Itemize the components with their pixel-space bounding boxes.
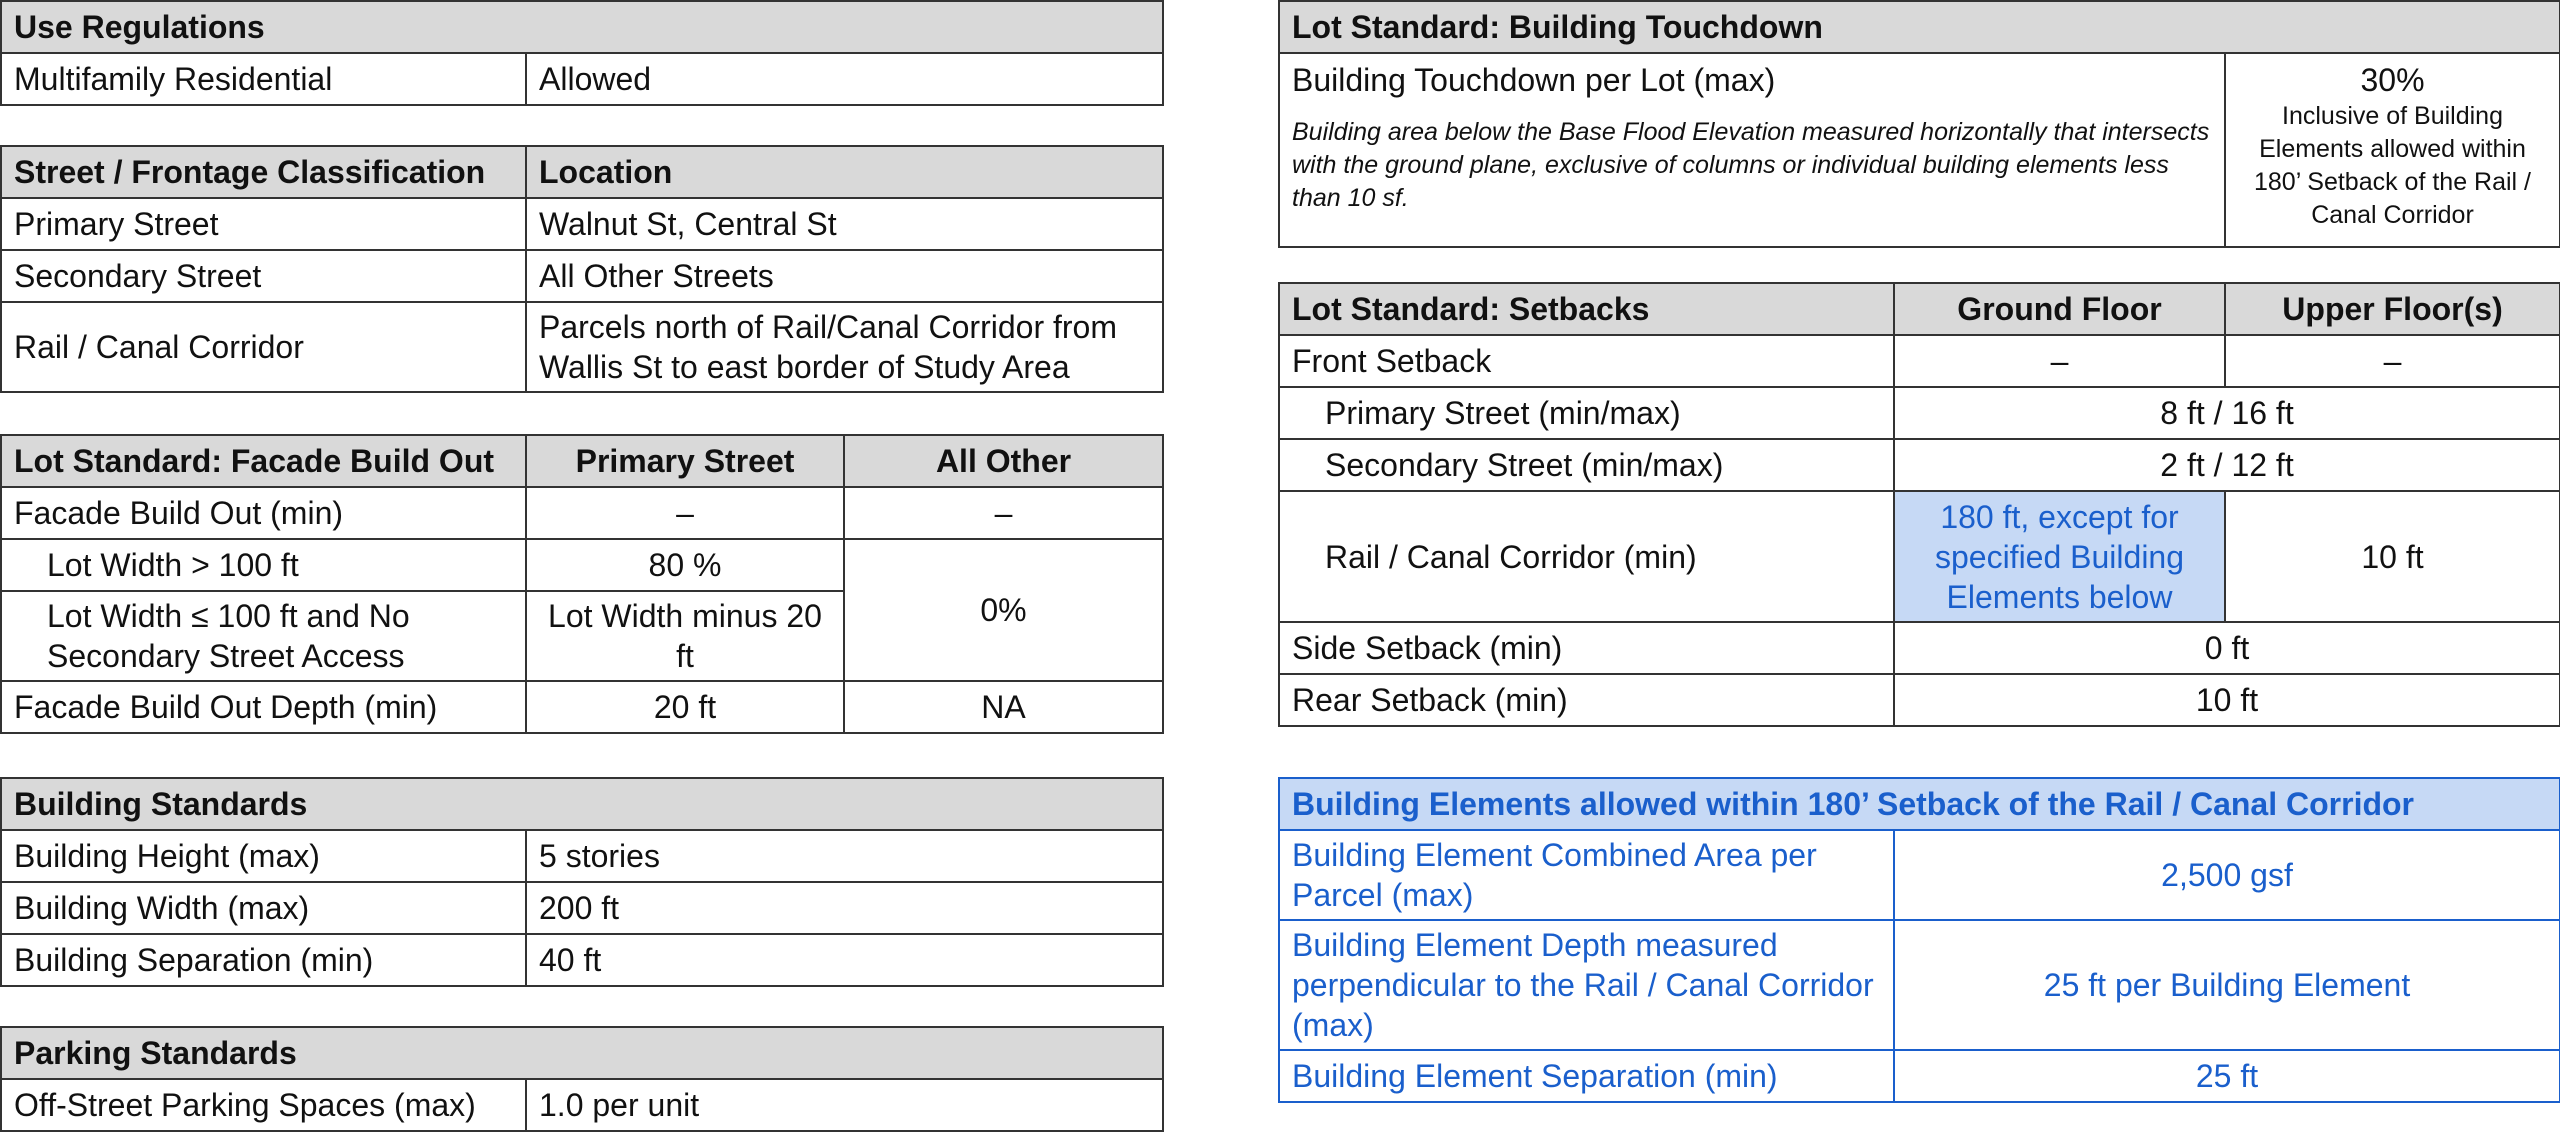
row-label: Secondary Street	[1, 250, 526, 302]
ground-value: –	[1894, 335, 2225, 387]
table-row	[1, 302, 1163, 392]
row-value: Parcels north of Rail/Canal Corridor from Wallis St to east border of Study Area	[526, 302, 1163, 392]
table-row	[1279, 920, 2560, 1050]
building-touchdown-table	[1278, 0, 2560, 248]
primary-value: Lot Width minus 20 ft	[526, 591, 844, 681]
facade-header: Lot Standard: Facade Build Out	[1, 435, 526, 487]
primary-value: –	[526, 487, 844, 539]
row-label: Primary Street (min/max)	[1279, 387, 1894, 439]
row-value: 200 ft	[526, 882, 1163, 934]
row-value: 2 ft / 12 ft	[1894, 439, 2560, 491]
other-value: –	[844, 487, 1163, 539]
table-row	[1279, 674, 2560, 726]
row-label: Building Element Depth measured perpendicular to the Rail / Canal Corridor (max)	[1279, 920, 1894, 1050]
upper-value: –	[2225, 335, 2560, 387]
table-row	[1279, 1050, 2560, 1102]
street-class-header: Street / Frontage Classification	[1, 146, 526, 198]
row-value: 5 stories	[526, 830, 1163, 882]
table-row	[1, 882, 1163, 934]
row-label: Lot Width > 100 ft	[1, 539, 526, 591]
upper-floor-header: Upper Floor(s)	[2225, 283, 2560, 335]
table-row	[1279, 439, 2560, 491]
table-row	[1, 198, 1163, 250]
row-label: Rear Setback (min)	[1279, 674, 1894, 726]
row-label: Building Width (max)	[1, 882, 526, 934]
touchdown-title: Lot Standard: Building Touchdown	[1279, 1, 2560, 53]
use-regulations-table	[0, 0, 1164, 106]
ground-floor-header: Ground Floor	[1894, 283, 2225, 335]
building-standards-table	[0, 777, 1164, 987]
touchdown-note: Building area below the Base Flood Elevation measured horizontally that intersects with the ground plane, exclusive of columns or individual building elements less than 10 sf.	[1292, 118, 2210, 212]
table-row	[1279, 830, 2560, 920]
row-value: 40 ft	[526, 934, 1163, 986]
table-row	[1, 539, 1163, 591]
row-label: Side Setback (min)	[1279, 622, 1894, 674]
rail-ground-value: 180 ft, except for specified Building Elements below	[1894, 491, 2225, 622]
touchdown-value-cell	[2225, 53, 2560, 247]
table-row	[1, 250, 1163, 302]
table-row	[1, 830, 1163, 882]
setbacks-table	[1278, 282, 2560, 727]
row-label: Building Element Separation (min)	[1279, 1050, 1894, 1102]
table-row	[1, 681, 1163, 733]
row-value: 25 ft per Building Element	[1894, 920, 2560, 1050]
building-standards-title: Building Standards	[1, 778, 1163, 830]
row-label: Building Height (max)	[1, 830, 526, 882]
street-classification-table	[0, 145, 1164, 393]
row-value: 1.0 per unit	[526, 1079, 1163, 1131]
row-value: 2,500 gsf	[1894, 830, 2560, 920]
table-row	[1, 934, 1163, 986]
merged-other-value: 0%	[844, 539, 1163, 681]
row-label: Off-Street Parking Spaces (max)	[1, 1079, 526, 1131]
row-label: Secondary Street (min/max)	[1279, 439, 1894, 491]
table-row	[1279, 53, 2560, 247]
row-label: Front Setback	[1279, 335, 1894, 387]
parking-standards-table	[0, 1026, 1164, 1132]
row-label: Rail / Canal Corridor (min)	[1279, 491, 1894, 622]
primary-value: 80 %	[526, 539, 844, 591]
row-value: 10 ft	[1894, 674, 2560, 726]
table-row	[1279, 622, 2560, 674]
row-label: Facade Build Out (min)	[1, 487, 526, 539]
row-label: Rail / Canal Corridor	[1, 302, 526, 392]
row-label: Lot Width ≤ 100 ft and No Secondary Street Access	[1, 591, 526, 681]
building-elements-table	[1278, 777, 2560, 1103]
touchdown-value: 30%	[2360, 62, 2425, 98]
location-header: Location	[526, 146, 1163, 198]
primary-street-header: Primary Street	[526, 435, 844, 487]
rail-upper-value: 10 ft	[2225, 491, 2560, 622]
table-row	[1279, 335, 2560, 387]
row-label: Facade Build Out Depth (min)	[1, 681, 526, 733]
building-elements-title: Building Elements allowed within 180’ Setback of the Rail / Canal Corridor	[1279, 778, 2560, 830]
row-value: Walnut St, Central St	[526, 198, 1163, 250]
other-value: NA	[844, 681, 1163, 733]
touchdown-label-cell	[1279, 53, 2225, 247]
table-row	[1, 1079, 1163, 1131]
table-row	[1279, 491, 2560, 622]
setbacks-header: Lot Standard: Setbacks	[1279, 283, 1894, 335]
touchdown-value-note: Inclusive of Building Elements allowed within 180’ Setback of the Rail / Canal Corridor	[2253, 102, 2531, 229]
row-label: Multifamily Residential	[1, 53, 526, 105]
row-label: Building Element Combined Area per Parcel (max)	[1279, 830, 1894, 920]
row-label: Primary Street	[1, 198, 526, 250]
touchdown-label: Building Touchdown per Lot (max)	[1292, 62, 1776, 98]
row-value: Allowed	[526, 53, 1163, 105]
table-row	[1279, 387, 2560, 439]
table-row	[1, 53, 1163, 105]
parking-standards-title: Parking Standards	[1, 1027, 1163, 1079]
row-value: 8 ft / 16 ft	[1894, 387, 2560, 439]
row-label: Building Separation (min)	[1, 934, 526, 986]
row-value: All Other Streets	[526, 250, 1163, 302]
all-other-header: All Other	[844, 435, 1163, 487]
row-value: 0 ft	[1894, 622, 2560, 674]
facade-build-out-table	[0, 434, 1164, 734]
use-regulations-title: Use Regulations	[1, 1, 1163, 53]
row-value: 25 ft	[1894, 1050, 2560, 1102]
table-row	[1, 487, 1163, 539]
primary-value: 20 ft	[526, 681, 844, 733]
